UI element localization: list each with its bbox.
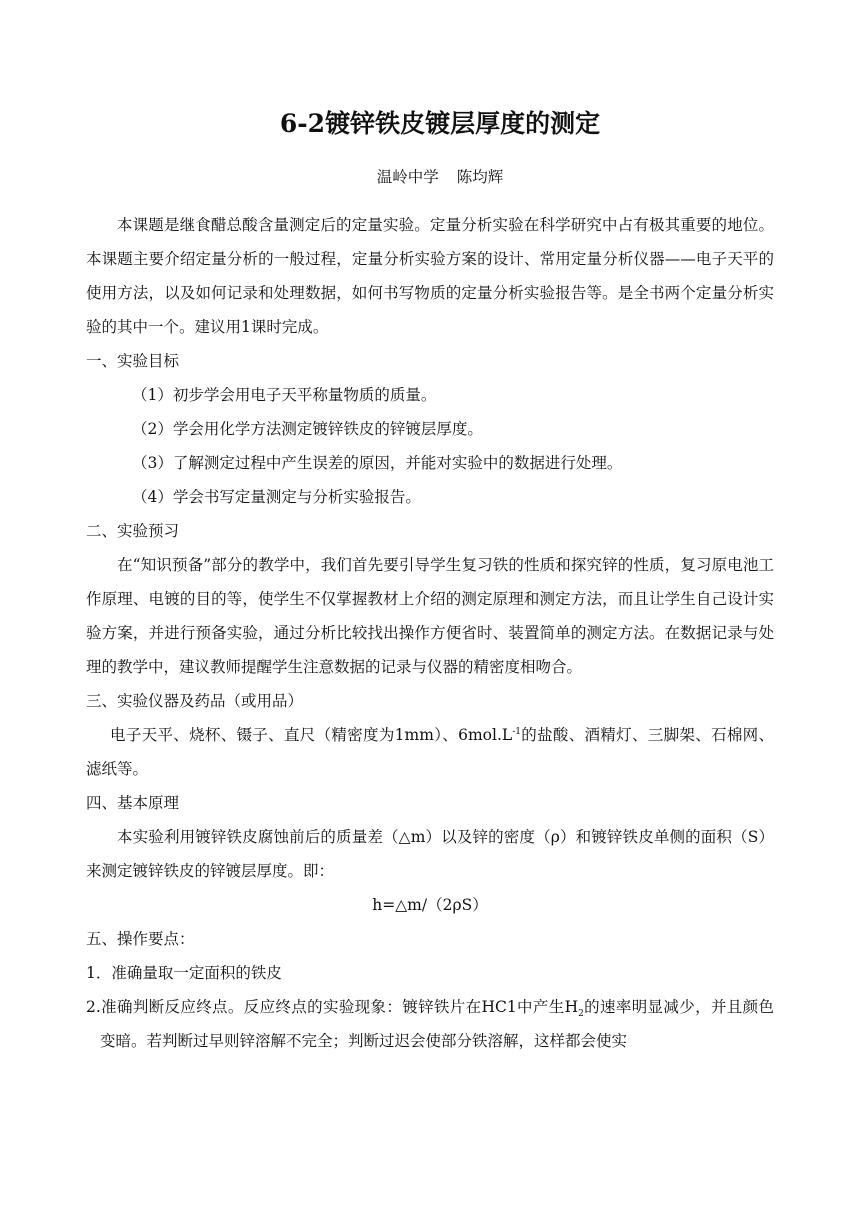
document-page — [86, 0, 774, 1215]
section-heading-objectives: 一、实验目标 — [86, 352, 180, 370]
section-heading-equipment: 三、实验仪器及药品（或用品） — [86, 692, 304, 710]
equipment-text-b: 的盐酸、酒精灯、三脚架、石棉网、滤纸等。 — [86, 726, 774, 778]
equipment-unit-superscript: -1 — [512, 726, 521, 737]
principle-paragraph: 本实验利用镀锌铁皮腐蚀前后的质量差（△m）以及锌的密度（ρ）和镀锌铁皮单侧的面积（S）来测定镀锌铁皮的锌镀层厚度。即： — [86, 828, 774, 880]
section-heading-operation: 五、操作要点： — [86, 930, 195, 948]
equipment-text-a: 电子天平、烧杯、镊子、直尺（精密度为1mm）、6mol.L — [110, 726, 513, 744]
objective-item: （2）学会用化学方法测定镀锌铁皮的锌镀层厚度。 — [132, 420, 483, 438]
hydrogen-subscript: 2 — [578, 1009, 584, 1020]
operation-item-2-text-a: 2.准确判断反应终点。反应终点的实验现象：镀锌铁片在HC1中产生H — [86, 998, 579, 1016]
author-line — [86, 164, 774, 190]
section-heading-preview: 二、实验预习 — [86, 522, 180, 540]
intro-paragraph: 本课题是继食醋总酸含量测定后的定量实验。定量分析实验在科学研究中占有极其重要的地位。本课题主要介绍定量分析的一般过程，定量分析实验方案的设计、常用定量分析仪器——电子天平的使用方法，以及如何记录和处理数据，如何书写物质的定量分析实验报告等。是全书两个定量分析实验的其中一个。建议用1课时完成。 — [86, 216, 774, 336]
operation-item-2 — [86, 990, 774, 1058]
preview-paragraph: 在“知识预备”部分的教学中，我们首先要引导学生复习铁的性质和探究锌的性质，复习原电池工作原理、电镀的目的等，使学生不仅掌握教材上介绍的测定原理和测定方法，而且让学生自己设计实验方案，并进行预备实验，通过分析比较找出操作方便省时、装置简单的测定方法。在数据记录与处理的教学中，建议教师提醒学生注意数据的记录与仪器的精密度相吻合。 — [86, 556, 774, 676]
operation-item-2-text-b: 的速率明显减少，并且颜色变暗。若判断过早则锌溶解不完全；判断过迟会使部分铁溶解，这样都会使实 — [100, 998, 774, 1050]
author-school: 温岭中学 — [376, 168, 439, 186]
operation-item-1: 1．准确量取一定面积的铁皮 — [86, 964, 282, 982]
objective-item: （1）初步学会用电子天平称量物质的质量。 — [132, 386, 437, 404]
section-heading-principle: 四、基本原理 — [86, 794, 180, 812]
objective-item: （4）学会书写定量测定与分析实验报告。 — [132, 488, 421, 506]
document-body — [86, 208, 774, 1058]
objective-item: （3）了解测定过程中产生误差的原因，并能对实验中的数据进行处理。 — [132, 454, 623, 472]
author-name: 陈均辉 — [456, 168, 504, 186]
equipment-paragraph — [86, 718, 774, 786]
thickness-formula: h=△m/（2ρS） — [372, 896, 488, 914]
document-title: 6-2镀锌铁皮镀层厚度的测定 — [279, 109, 601, 138]
